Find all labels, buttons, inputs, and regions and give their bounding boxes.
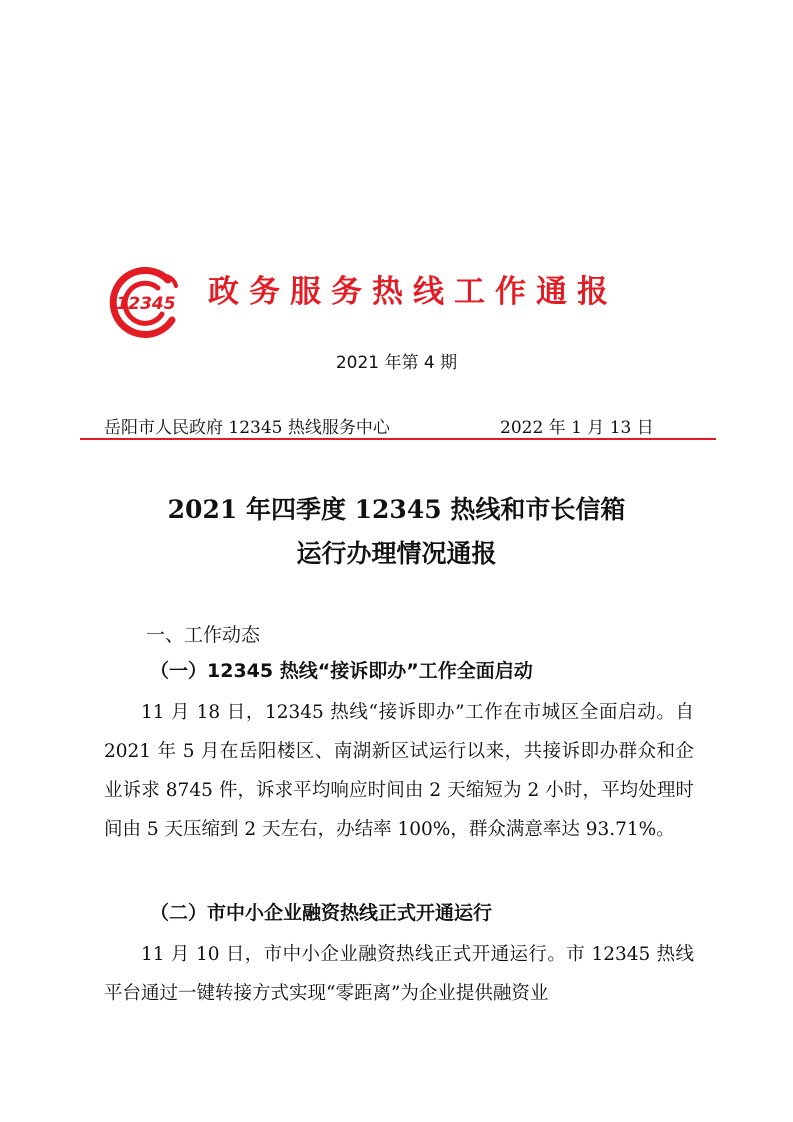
document-title-line-2: 运行办理情况通报 [296, 539, 497, 568]
section-heading-1: 一、工作动态 [146, 624, 261, 646]
masthead-title: 政务服务热线工作通报 [208, 274, 618, 310]
logo-text: 12345 [116, 294, 176, 314]
document-title-line-1: 2021 年四季度 12345 热线和市长信箱 [167, 495, 626, 524]
paragraph-2: 11 月 10 日，市中小企业融资热线正式开通运行。市 12345 热线平台通过一键转接方式实现“零距离”为企业提供融资业 [104, 944, 694, 1004]
red-divider [80, 438, 716, 440]
subsection-heading-1: （一）12345 热线“接诉即办”工作全面启动 [150, 660, 533, 682]
issue-number: 2021 年第 4 期 [335, 353, 458, 373]
12345-hotline-logo [106, 262, 186, 342]
subsection-heading-2: （二）市中小企业融资热线正式开通运行 [150, 902, 493, 924]
publication-date: 2022 年 1 月 13 日 [500, 418, 654, 438]
publisher: 岳阳市人民政府 12345 热线服务中心 [104, 418, 390, 438]
paragraph-1: 11 月 18 日，12345 热线“接诉即办”工作在市城区全面启动。自 2021 年 5 月在岳阳楼区、南湖新区试运行以来，共接诉即办群众和企业诉求 8745 件，诉求平均响应时间由 2 天缩短为 2 小时，平均处理时间由 5 天压缩到 2 天左右，办结率 100%，群众满意率达 93.71%。 [104, 702, 694, 840]
